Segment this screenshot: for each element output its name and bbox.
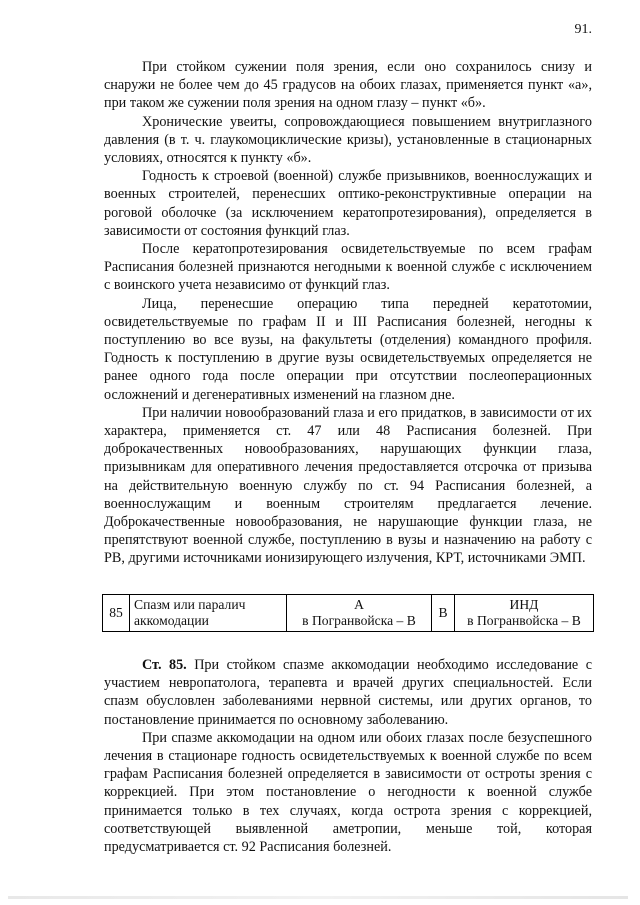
paragraph-neoplasms: При наличии новообразований глаза и его придатков, в зависимости от их характера, применяется ст. 47 или 48 Расписания болезней. При доброкачественных новообразованиях, нарушающих функции глаза, призывникам для оперативного лечения предоставляется отсрочка от призыва на действительную военную службу по ст. 94 Расписания болезней, а военнослужащим и военным строителям предлагается лечение. Доброкачественные новообразования, не нарушающие функции глаза, не препятствуют военной службе, поступлению в вузы и назначению на работу с РВ, другими источниками ионизирующего излучения, КРТ, источниками ЭМП. — [104, 404, 592, 567]
article-heading: Ст. 85. — [142, 657, 187, 673]
disease-name-line1: Спазм или паралич — [134, 597, 246, 612]
page-number: 91. — [574, 22, 592, 37]
category-a-line1: А — [354, 597, 364, 612]
article-number-cell: 85 — [103, 595, 130, 632]
article-paragraph-2: При спазме аккомодации на одном или обоих глазах после безуспешного лечения в стационаре годность освидетельствуемых к военной службе по всем графам Расписания болезней определяется в зависимости от остроты зрения с коррекцией. При этом постановление о негодности к военной службе принимается только в тех случаях, когда острота зрения с коррекцией, соответствующей выявленной аметропии, меньше той, которая предусматривается ст. 92 Расписания болезней. — [104, 729, 592, 856]
category-a-line2: в Погранвойска – В — [302, 613, 416, 628]
table-row — [103, 595, 594, 632]
paragraph-keratoprosthesis: После кератопротезирования освидетельствуемые по всем графам Расписания болезней признаются негодными к военной службе с исключением с воинского учета независимо от функций глаз. — [104, 241, 592, 294]
category-ind-line2: в Погранвойска – В — [467, 613, 581, 628]
disease-schedule-table — [102, 594, 594, 632]
category-ind-line1: ИНД — [509, 597, 539, 612]
article-paragraph-1-text: При стойком спазме аккомодации необходимо исследование с участием невропатолога, терапевта и врачей других специальностей. Если спазм обусловлен заболеваниями нервной системы, или других органов, то постановление принимается по основному заболеванию. — [104, 657, 592, 728]
category-b-cell: В — [432, 595, 455, 632]
disease-name-cell — [130, 595, 287, 632]
paragraph-optical-surgery: Годность к строевой (военной) службе призывников, военнослужащих и военных строителей, перенесших оптико-реконструктивные операции на роговой оболочке (за исключением кератопротезирования), определяется в зависимости от состояния функций глаз. — [104, 168, 592, 239]
article-paragraph-1 — [104, 656, 592, 729]
article-text-block — [104, 656, 592, 856]
paragraph-keratotomy: Лица, перенесшие операцию типа передней кератотомии, освидетельствуемые по графам II и III Расписания болезней, негодны к поступлению во все вузы, на факультеты (отделения) командного профиля. Годность к поступлению в другие вузы освидетельствуемых определяется не ранее одного года после операции при отсутствии послеоперационных осложнений и дегенеративных изменений на глазном дне. — [104, 295, 592, 403]
category-a-cell — [287, 595, 432, 632]
scan-edge-shadow — [8, 896, 628, 899]
paragraph-field-narrowing: При стойком сужении поля зрения, если оно сохранилось снизу и снаружи не более чем до 45 градусов на обоих глазах, применяется пункт «а», при таком же сужении поля зрения на одном глазу – пункт «б». — [104, 59, 592, 112]
top-text-block — [104, 58, 592, 568]
disease-name-line2: аккомодации — [134, 613, 209, 628]
paragraph-chronic-uveitis: Хронические увеиты, сопровождающиеся повышением внутриглазного давления (в т. ч. глаукомоциклические кризы), установленные в стационарных условиях, относятся к пункту «б». — [104, 113, 592, 167]
category-ind-cell — [455, 595, 594, 632]
